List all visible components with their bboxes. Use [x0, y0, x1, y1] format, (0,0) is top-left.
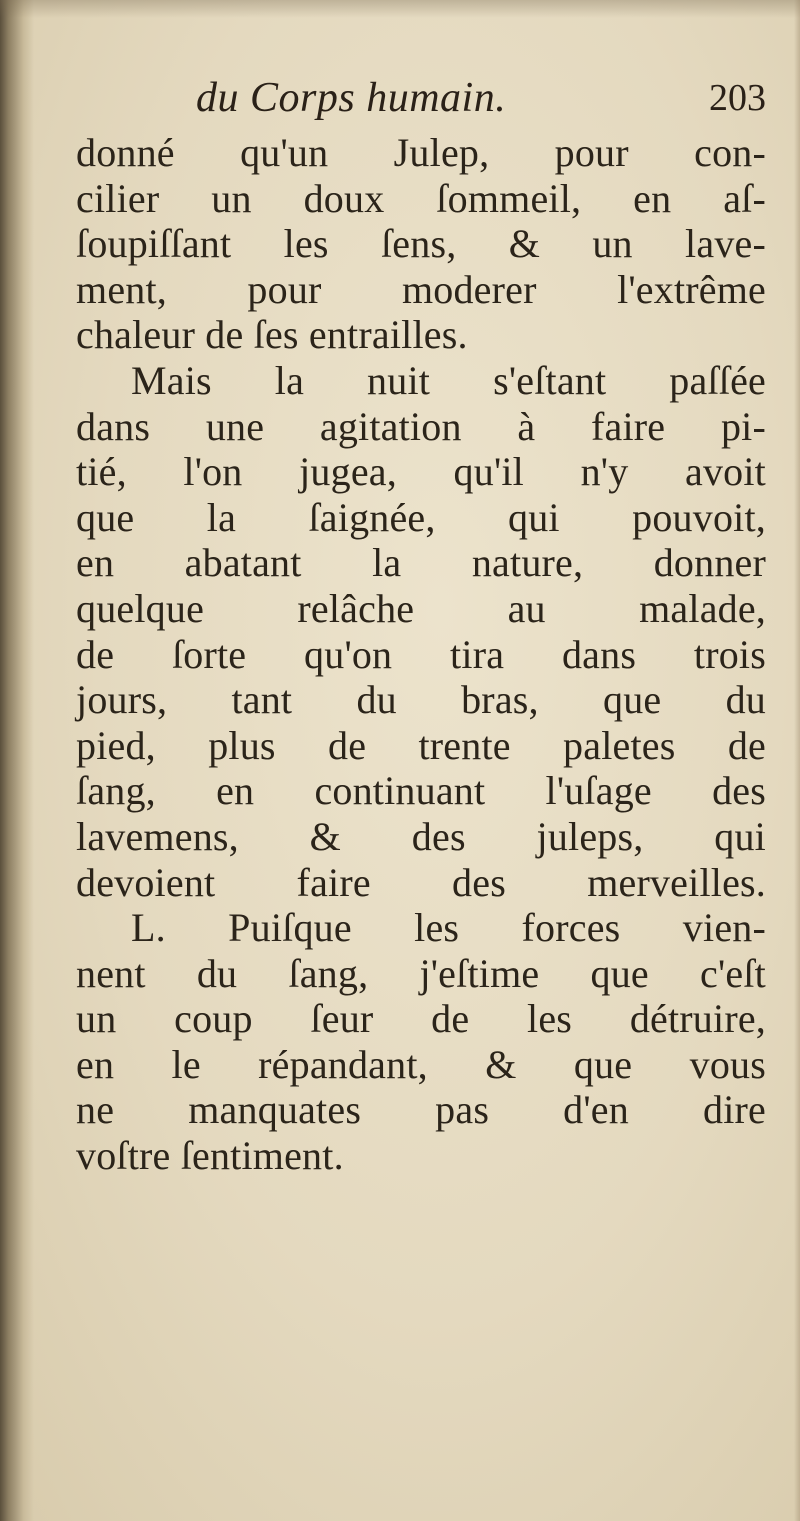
page-edge: [794, 0, 800, 1521]
text-line: lavemens, & des juleps, qui: [76, 813, 766, 859]
text-line: un coup ſeur de les détruire,: [76, 996, 766, 1042]
text-line: Mais la nuit s'eſtant paſſée: [131, 357, 766, 403]
text-line: en abatant la nature, donner: [76, 540, 766, 586]
body-text: [76, 130, 766, 1179]
top-edge-shadow: [0, 0, 800, 18]
binding-shadow: [0, 0, 34, 1521]
running-head: [76, 74, 766, 124]
text-line: devoient faire des merveilles.: [76, 859, 766, 905]
running-head-title: du Corps humain.: [196, 75, 507, 121]
text-line: chaleur de ſes entrailles.: [76, 312, 468, 358]
text-line: pied, plus de trente paletes de: [76, 722, 766, 768]
text-line: ſoupiſſant les ſens, & un lave-: [76, 221, 766, 267]
text-line: quelque relâche au malade,: [76, 585, 766, 631]
text-line: L. Puiſque les forces vien-: [131, 905, 766, 951]
text-line: cilier un doux ſommeil, en aſ-: [76, 175, 766, 221]
text-line: que la ſaignée, qui pouvoit,: [76, 494, 766, 540]
text-line: jours, tant du bras, que du: [76, 677, 766, 723]
text-line: tié, l'on jugea, qu'il n'y avoit: [76, 449, 766, 495]
text-line: ſang, en continuant l'uſage des: [76, 768, 766, 814]
text-line: ne manquates pas d'en dire: [76, 1087, 766, 1133]
text-line: en le répandant, & que vous: [76, 1041, 766, 1087]
page-number: 203: [709, 77, 766, 119]
text-line: ment, pour moderer l'extrême: [76, 266, 766, 312]
text-line: dans une agitation à faire pi-: [76, 403, 766, 449]
text-line: voſtre ſentiment.: [76, 1133, 344, 1179]
text-line: nent du ſang, j'eſtime que c'eſt: [76, 950, 766, 996]
text-line: de ſorte qu'on tira dans trois: [76, 631, 766, 677]
text-line: donné qu'un Julep, pour con-: [76, 130, 766, 175]
